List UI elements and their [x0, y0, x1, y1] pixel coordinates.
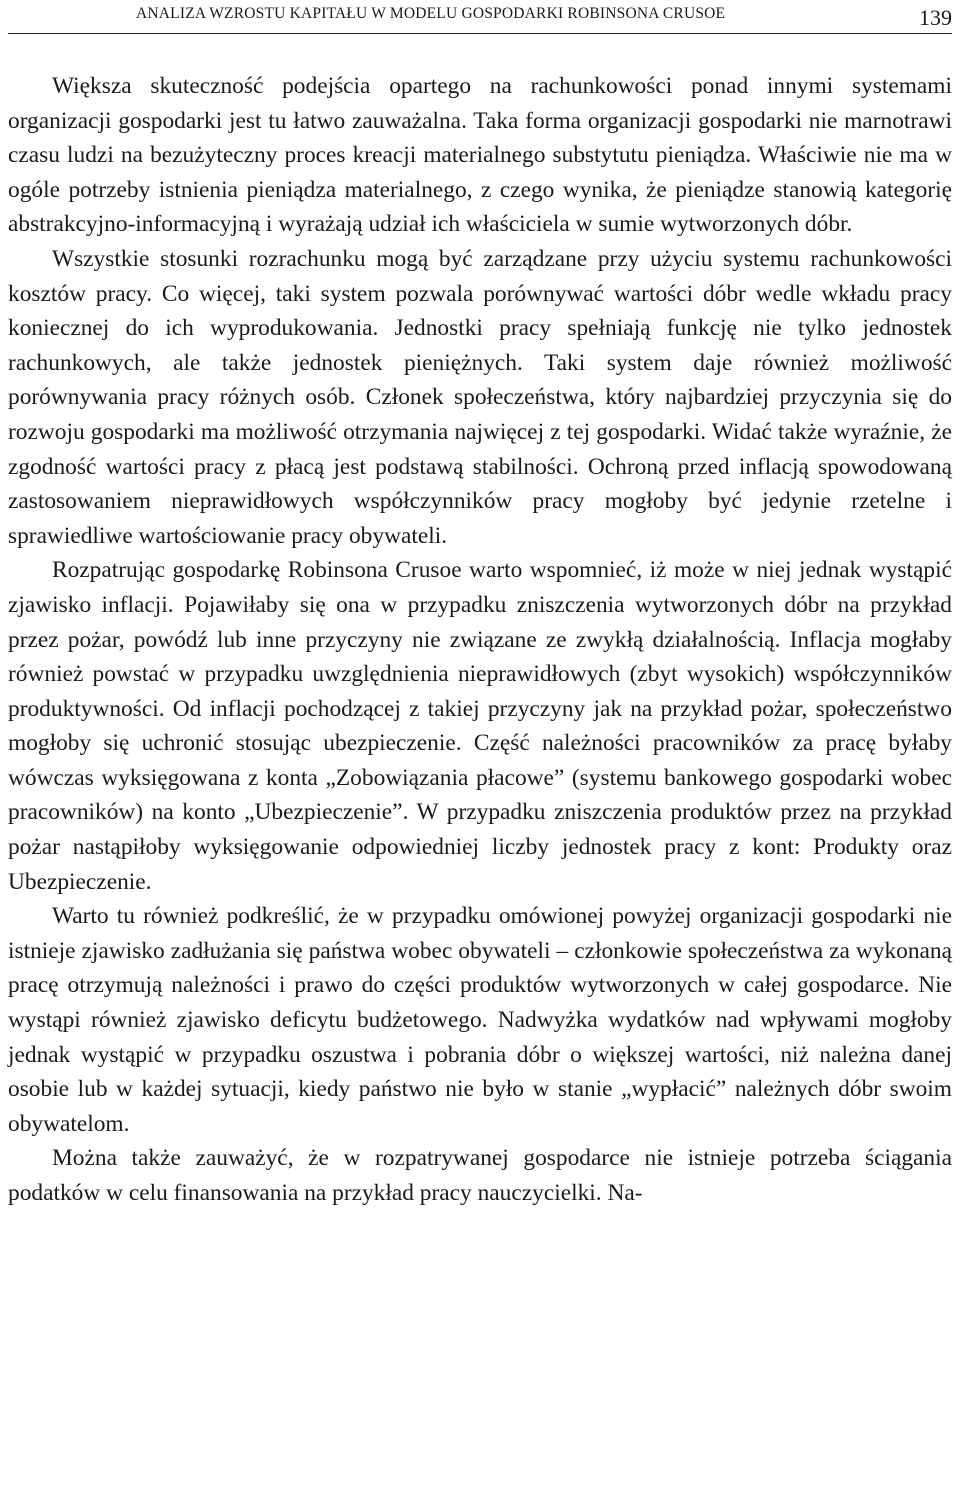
- running-title: ANALIZA WZROSTU KAPITAŁU W MODELU GOSPODARKI ROBINSONA CRUSOE: [136, 5, 726, 22]
- paragraph: Można także zauważyć, że w rozpatrywanej gospodarce nie istnieje potrzeba ściągania podatków w celu finansowania na przykład pracy nauczycielki. Na-: [8, 1145, 952, 1206]
- paragraph: Warto tu również podkreślić, że w przypadku omówionej powyżej organizacji gospodarki nie istnieje zjawisko zadłużania się państwa wobec obywateli – członkowie społeczeństwa za wykonaną pracę otrzymują należności i prawo do części produktów wytworzonych w całej gospodarce. Nie wystąpi również zjawisko deficytu budżetowego. Nadwyżka wydatków nad wpływami mogłoby jednak wystąpić w przypadku oszustwa i pobrania dóbr o większej wartości, niż należna danej osobie lub w każdej sytuacji, kiedy państwo nie było w stanie „wypłacić” należnych dóbr swoim obywatelom.: [8, 903, 952, 1137]
- paragraph: Wszystkie stosunki rozrachunku mogą być zarządzane przy użyciu systemu rachunkowości kosztów pracy. Co więcej, taki system pozwala porównywać wartości dóbr wedle wkładu pracy koniecznej do ich wyprodukowania. Jednostki pracy spełniają funkcję nie tylko jednostek rachunkowych, ale także jednostek pieniężnych. Taki system daje również możliwość porównywania pracy różnych osób. Członek społeczeństwa, który najbardziej przyczynia się do rozwoju gospodarki ma możliwość otrzymania najwięcej z tej gospodarki. Widać także wyraźnie, że zgodność wartości pracy z płacą jest podstawą stabilności. Ochroną przed inflacją spowodowaną zastosowaniem nieprawidłowych współczynników pracy mogłoby być jedynie rzetelne i sprawiedliwe wartościowanie pracy obywateli.: [8, 245, 952, 549]
- page-number: 139: [919, 5, 952, 30]
- paragraph: Większa skuteczność podejścia opartego na rachunkowości ponad innymi systemami organizacji gospodarki jest tu łatwo zauważalna. Taka forma organizacji gospodarki nie marnotrawi czasu ludzi na bezużyteczny proces kreacji materialnego substytutu pieniądza. Właściwie nie ma w ogóle potrzeby istnienia pieniądza materialnego, z czego wynika, że pieniądze stanowią kategorię abstrakcyjno-informacyjną i wyrażają udział ich właściciela w sumie wytworzonych dóbr.: [8, 73, 952, 238]
- body-text: [8, 69, 952, 1211]
- running-head: [8, 0, 952, 34]
- paragraph: Rozpatrując gospodarkę Robinsona Crusoe warto wspomnieć, iż może w niej jednak wystąpić zjawisko inflacji. Pojawiłaby się ona w przypadku zniszczenia wytworzonych dóbr na przykład przez pożar, powódź lub inne przyczyny nie związane ze zwykłą działalnością. Inflacja mogłaby również powstać w przypadku uwzględnienia nieprawidłowych (zbyt wysokich) współczynników produktywności. Od inflacji pochodzącej z takiej przyczyny jak na przykład pożar, społeczeństwo mogłoby się uchronić stosując ubezpieczenie. Część należności pracowników za pracę byłaby wówczas wyksięgowana z konta „Zobowiązania płacowe” (systemu bankowego gospodarki wobec pracowników) na konto „Ubezpieczenie”. W przypadku zniszczenia produktów przez na przykład pożar nastąpiłoby wyksięgowanie odpowiedniej liczby jednostek pracy z kont: Produkty oraz Ubezpieczenie.: [8, 557, 952, 895]
